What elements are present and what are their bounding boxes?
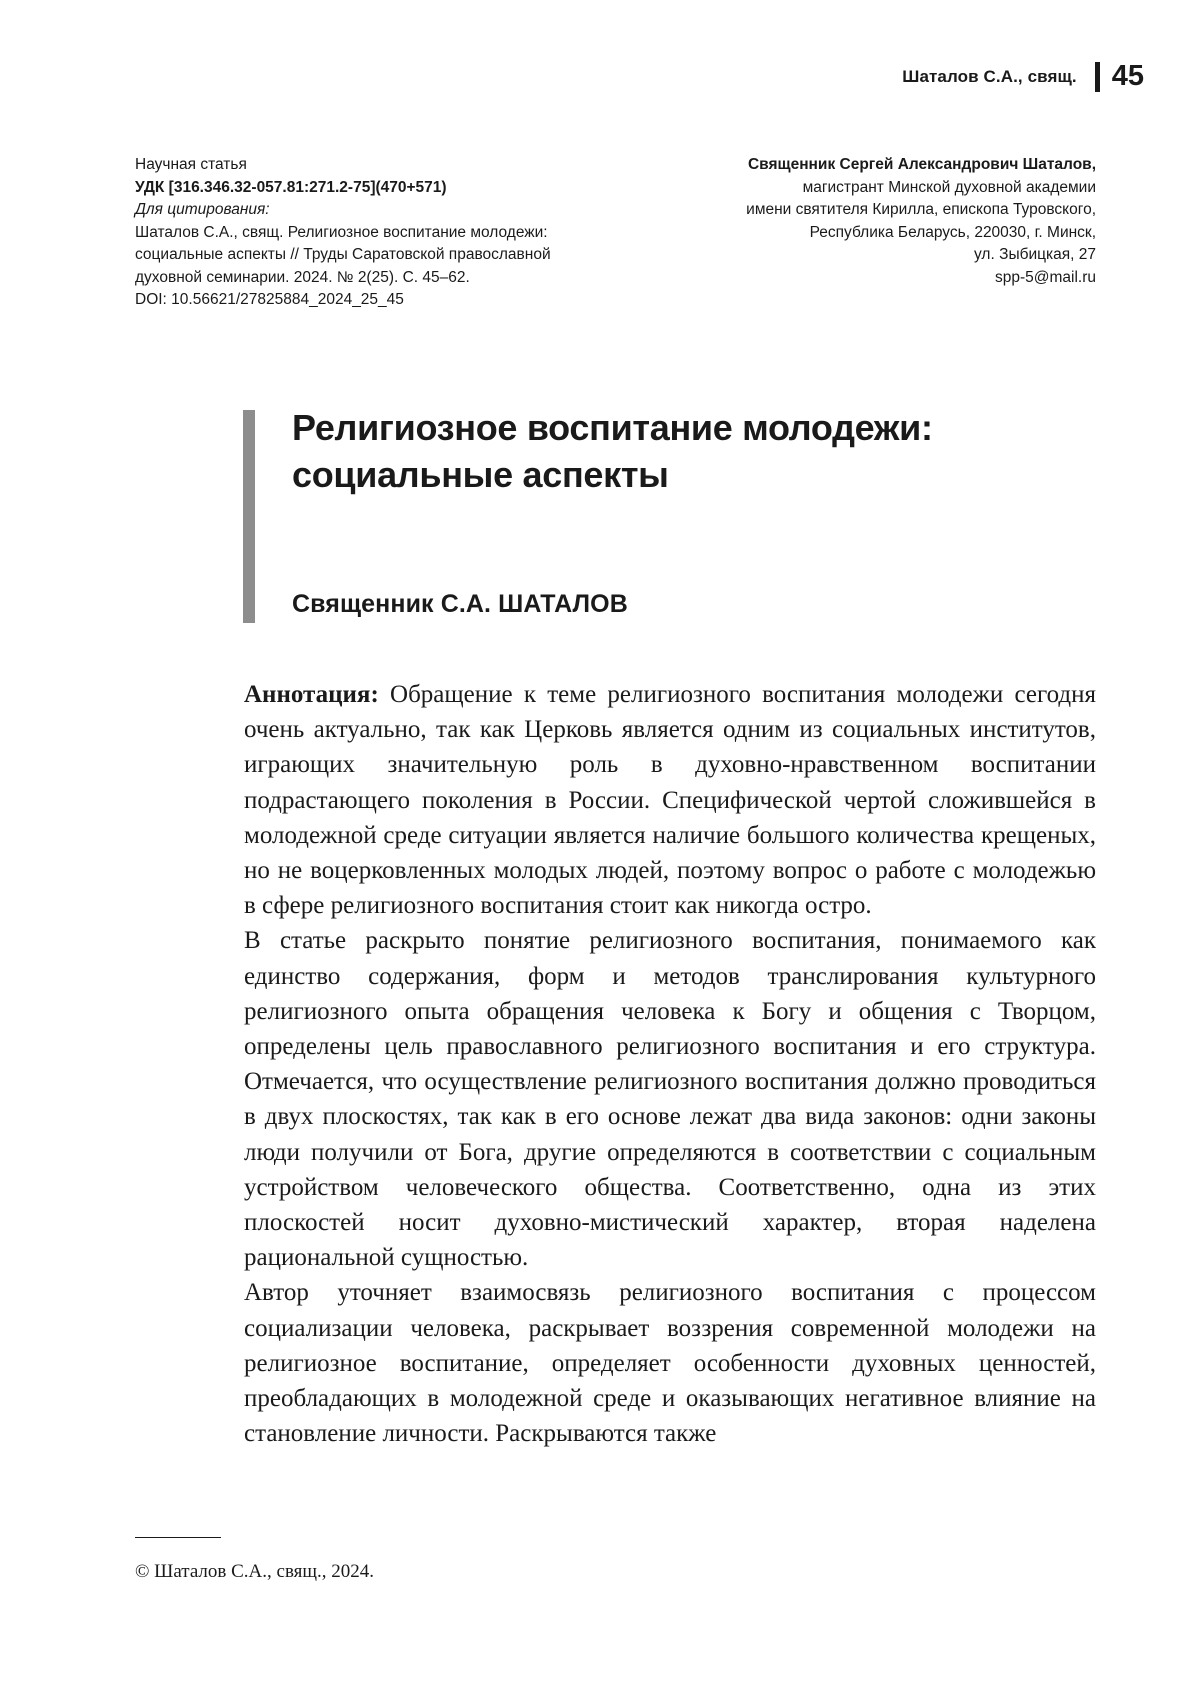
abstract-label: Аннотация:: [244, 681, 379, 708]
article-title: [292, 404, 1112, 498]
article-metadata: [135, 154, 635, 312]
running-head-author: Шаталов С.А., свящ.: [902, 66, 1077, 86]
running-head: [902, 60, 1144, 93]
author-info: [596, 154, 1096, 289]
citation-line: духовной семинарии. 2024. № 2(25). С. 45–62.: [135, 268, 470, 286]
title-line: социальные аспекты: [292, 454, 669, 495]
affiliation-line: имени святителя Кирилла, епископа Туровского,: [746, 201, 1096, 218]
author-full-name: Священник Сергей Александрович Шаталов,: [747, 156, 1096, 173]
citation-line: Шаталов С.А., свящ. Религиозное воспитание молодежи:: [135, 223, 548, 241]
abstract-paragraph: Автор уточняет взаимосвязь религиозного воспитания с процессом социализации человека, раскрывает воззрения современной молодежи на религиозное воспитание, определяет особенности духовных ценностей, преобладающих в молодежной среде и оказывающих негативное влияние на становление личности. Раскрываются также: [244, 1279, 1096, 1448]
affiliation-line: Республика Беларусь, 220030, г. Минск,: [809, 223, 1096, 241]
citation-label: Для цитирования:: [135, 201, 270, 218]
doi: DOI: 10.56621/27825884_2024_25_45: [135, 291, 404, 308]
citation-line: социальные аспекты // Труды Саратовской православной: [135, 246, 551, 263]
article-type: Научная статья: [135, 156, 247, 173]
affiliation-line: ул. Зыбицкая, 27: [974, 246, 1096, 263]
affiliation-line: магистрант Минской духовной академии: [802, 178, 1096, 196]
abstract-text: Обращение к теме религиозного воспитания молодежи сегодня очень актуально, так как Церковь является одним из социальных институтов, играющих значительную роль в духовно-нравственном воспитании подрастающего поколения в России. Специфической чертой сложившейся в молодежной среде ситуации является наличие большого количества крещеных, но не воцерковленных молодых людей, поэтому вопрос о работе с молодежью в сфере религиозного воспитания стоит как никогда остро.: [244, 681, 1097, 920]
abstract-paragraph: [244, 677, 1096, 923]
footnote-divider: [135, 1537, 221, 1538]
title-line: Религиозное воспитание молодежи:: [292, 407, 933, 448]
abstract-paragraph: В статье раскрыто понятие религиозного воспитания, понимаемого как единство содержания, форм и методов транслирования культурного религиозного опыта обращения человека к Богу и общения с Творцом, определены цель православного религиозного воспитания и его структура. Отмечается, что осуществление религиозного воспитания должно проводиться в двух плоскостях, так как в его основе лежат два вида законов: одни законы люди получили от Бога, другие определяются в соответствии с социальным устройством человеческого общества. Соответственно, одна из этих плоскостей носит духовно-мистический характер, вторая наделена рациональной сущностью.: [244, 927, 1096, 1272]
byline: Священник С.А. ШАТАЛОВ: [292, 590, 628, 618]
author-email[interactable]: spp-5@mail.ru: [994, 268, 1096, 286]
running-head-divider: [1095, 62, 1100, 92]
page-number: 45: [1111, 60, 1144, 92]
title-accent-bar: [243, 410, 255, 623]
udc-code: УДК [316.346.32-057.81:271.2-75](470+571): [135, 178, 447, 196]
copyright-footnote: © Шаталов С.А., свящ., 2024.: [135, 1561, 375, 1582]
abstract: [244, 677, 1096, 1451]
